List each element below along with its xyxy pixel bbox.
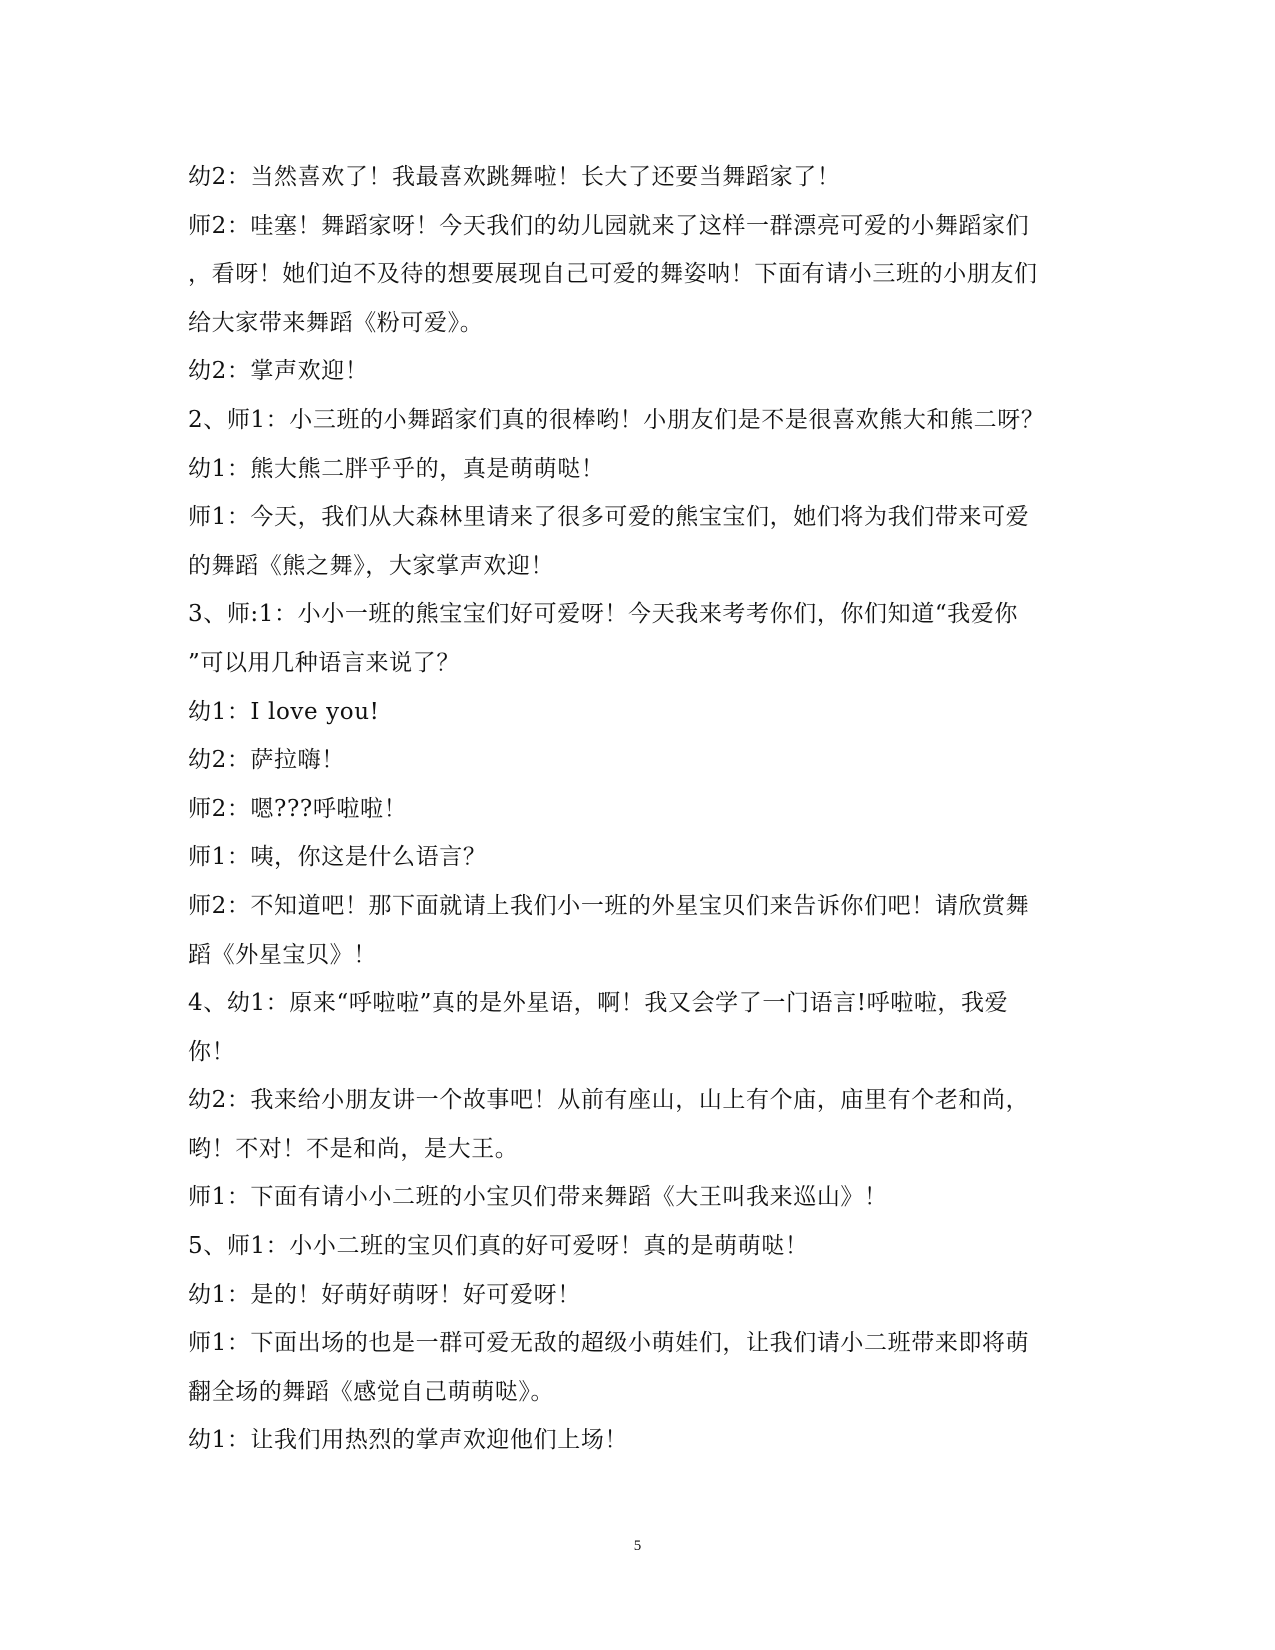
text-line: 幼1：I love you! — [188, 698, 380, 725]
text-line: 2、师1：小三班的小舞蹈家们真的很棒哟！小朋友们是不是很喜欢熊大和熊二呀？ — [188, 406, 1045, 433]
text-line: 师2：嗯???呼啦啦！ — [188, 795, 408, 822]
page-number: 5 — [633, 1538, 642, 1554]
text-line: 幼2：当然喜欢了！我最喜欢跳舞啦！长大了还要当舞蹈家了！ — [188, 164, 841, 190]
text-line: 幼2：掌声欢迎！ — [188, 358, 369, 385]
text-line: 给大家带来舞蹈《粉可爱》。 — [188, 309, 484, 336]
text-line: 4、幼1：原来“呼啦啦”真的是外星语，啊！我又会学了一门语言!呼啦啦，我爱 — [188, 990, 1009, 1017]
text-line: 哟！不对！不是和尚，是大王。 — [188, 1135, 519, 1162]
text-line: 的舞蹈《熊之舞》，大家掌声欢迎！ — [188, 552, 555, 579]
text-line: 幼1：熊大熊二胖乎乎的，真是萌萌哒！ — [188, 455, 605, 482]
text-line: 师1：下面有请小小二班的小宝贝们带来舞蹈《大王叫我来巡山》！ — [188, 1184, 888, 1211]
text-line: 幼1：让我们用热烈的掌声欢迎他们上场！ — [188, 1427, 629, 1454]
text-line: 蹈《外星宝贝》！ — [188, 941, 377, 968]
text-line: 3、师:1：小小一班的熊宝宝们好可爱呀！今天我来考考你们，你们知道“我爱你 — [188, 601, 1018, 628]
text-line: 师2：哇塞！舞蹈家呀！今天我们的幼儿园就来了这样一群漂亮可爱的小舞蹈家们 — [188, 212, 1030, 239]
text-line: 师1：咦，你这是什么语言？ — [188, 844, 487, 871]
text-line: 师1：今天，我们从大森林里请来了很多可爱的熊宝宝们，她们将为我们带来可爱 — [188, 504, 1030, 531]
text-line: ”可以用几种语言来说了？ — [188, 649, 460, 676]
text-line: 幼2：萨拉嗨！ — [188, 747, 345, 774]
text-line: 师2：不知道吧！那下面就请上我们小一班的外星宝贝们来告诉你们吧！请欣赏舞 — [188, 892, 1030, 919]
text-line: 你！ — [188, 1038, 236, 1065]
text-line: 5、师1：小小二班的宝贝们真的好可爱呀！真的是萌萌哒！ — [188, 1233, 809, 1260]
text-line: 师1：下面出场的也是一群可爱无敌的超级小萌娃们，让我们请小二班带来即将萌 — [188, 1330, 1030, 1357]
text-line: ，看呀！她们迫不及待的想要展现自己可爱的舞姿呐！下面有请小三班的小朋友们 — [188, 261, 1038, 288]
text-line: 幼1：是的！好萌好萌呀！好可爱呀！ — [188, 1281, 581, 1308]
text-line: 幼2：我来给小朋友讲一个故事吧！从前有座山，山上有个庙，庙里有个老和尚， — [188, 1087, 1030, 1114]
document-body — [188, 153, 1088, 1465]
text-line: 翻全场的舞蹈《感觉自己萌萌哒》。 — [188, 1378, 555, 1405]
